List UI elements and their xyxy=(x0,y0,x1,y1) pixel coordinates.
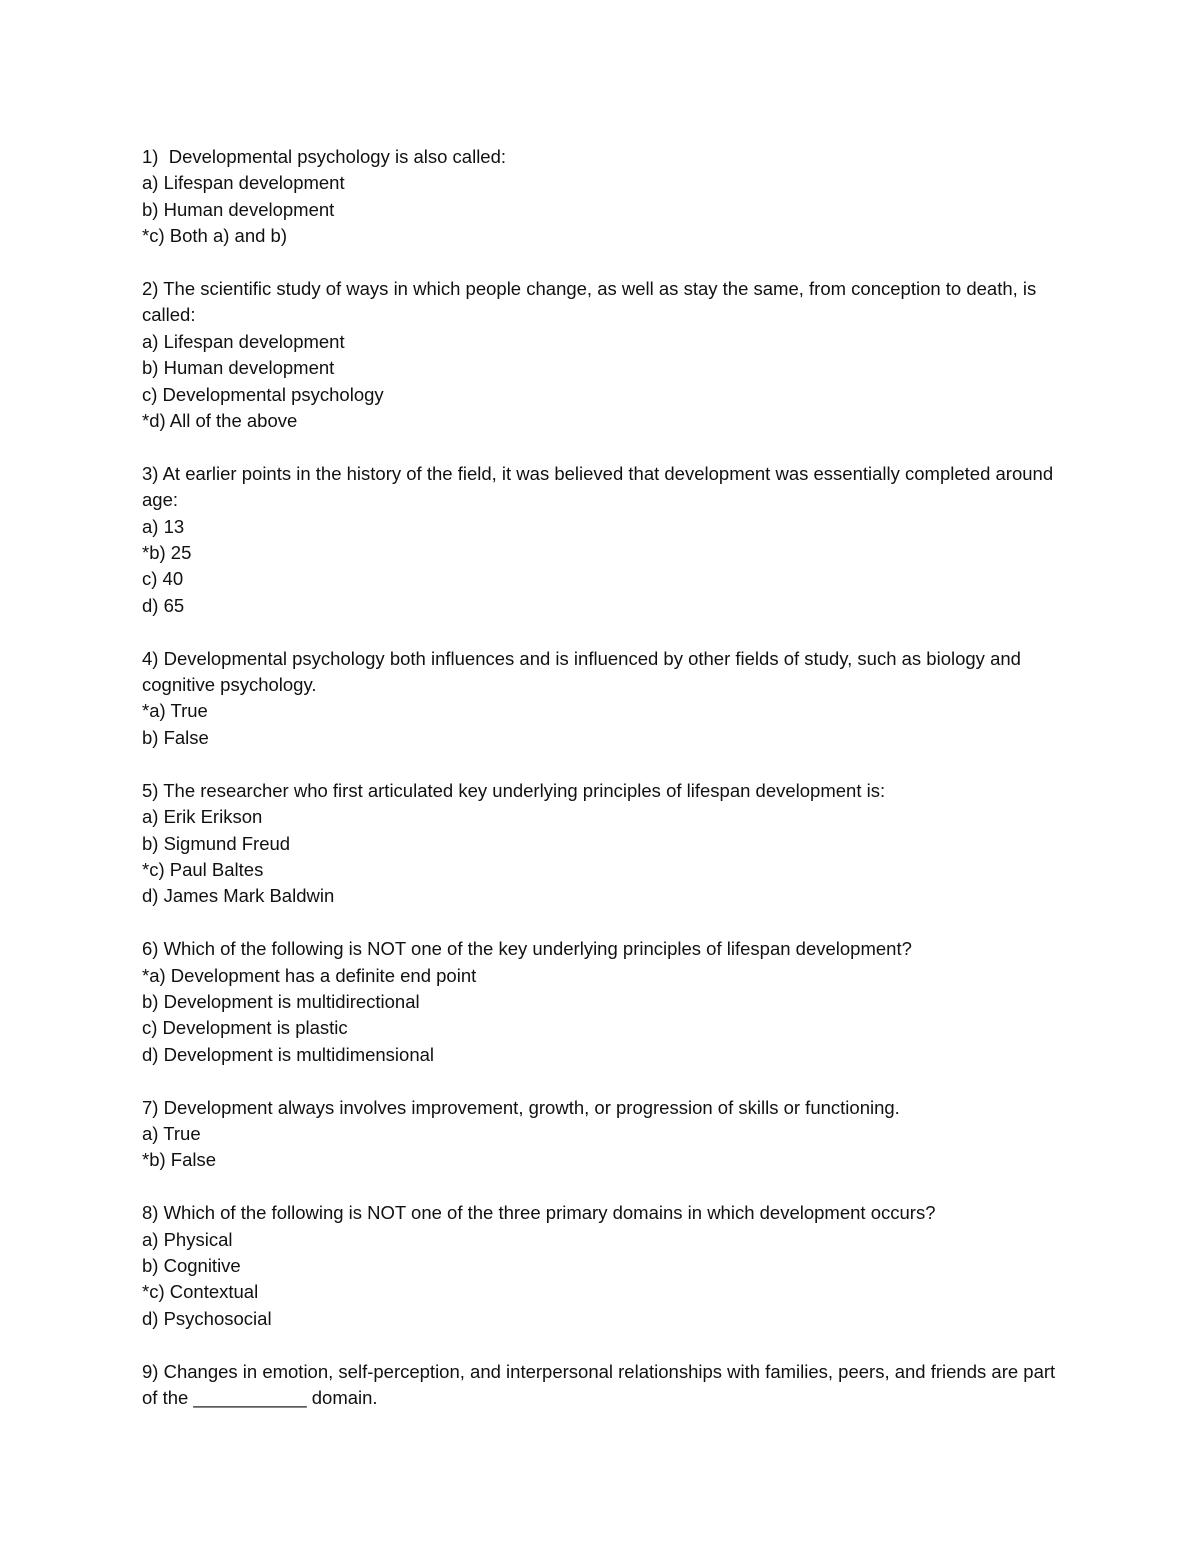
question-4 xyxy=(142,646,1062,752)
answer-option-correct: *a) Development has a definite end point xyxy=(142,964,477,986)
question-9 xyxy=(142,1359,1062,1412)
question-text: 6) Which of the following is NOT one of the key underlying principles of lifespan development? xyxy=(142,938,912,960)
question-text: 4) Developmental psychology both influences and is influenced by other fields of study, such as biology and cognitive psychology. xyxy=(142,647,1027,696)
answer-option: a) 13 xyxy=(142,515,185,537)
question-7 xyxy=(142,1095,1062,1174)
question-8 xyxy=(142,1200,1062,1332)
question-3 xyxy=(142,461,1062,619)
question-text: 3) At earlier points in the history of the field, it was believed that development was essentially completed around age: xyxy=(142,462,1059,511)
question-6 xyxy=(142,936,1062,1068)
answer-option-correct: *d) All of the above xyxy=(142,410,298,432)
answer-option: d) Psychosocial xyxy=(142,1307,272,1329)
question-text: 1) Developmental psychology is also called: xyxy=(142,146,507,167)
answer-option-correct: *a) True xyxy=(142,700,208,722)
answer-option: c) 40 xyxy=(142,568,184,590)
answer-option: b) False xyxy=(142,726,209,748)
answer-option-correct: *c) Both a) and b) xyxy=(142,225,287,247)
answer-option: a) Lifespan development xyxy=(142,330,345,352)
answer-option: b) Development is multidirectional xyxy=(142,990,420,1012)
answer-option-correct: *c) Contextual xyxy=(142,1281,259,1303)
answer-option: b) Sigmund Freud xyxy=(142,832,291,854)
answer-option: a) Physical xyxy=(142,1228,233,1250)
question-text: 7) Development always involves improvement, growth, or progression of skills or functioning. xyxy=(142,1096,900,1118)
quiz-content xyxy=(142,144,1062,1438)
question-2 xyxy=(142,276,1062,434)
answer-option: d) Development is multidimensional xyxy=(142,1043,435,1065)
question-5 xyxy=(142,778,1062,910)
question-text: 9) Changes in emotion, self-perception, and interpersonal relationships with families, peers, and friends are part of the ___________ domain. xyxy=(142,1360,1061,1408)
answer-option: b) Human development xyxy=(142,198,335,220)
question-text: 2) The scientific study of ways in which people change, as well as stay the same, from conception to death, is called: xyxy=(142,278,1042,326)
question-text: 8) Which of the following is NOT one of the three primary domains in which development occurs? xyxy=(142,1202,936,1224)
answer-option: d) James Mark Baldwin xyxy=(142,885,335,907)
answer-option: c) Developmental psychology xyxy=(142,383,384,405)
question-text: 5) The researcher who first articulated key underlying principles of lifespan development is: xyxy=(142,779,886,801)
answer-option: a) Lifespan development xyxy=(142,172,345,194)
answer-option: d) 65 xyxy=(142,594,185,616)
answer-option-correct: *b) False xyxy=(142,1149,217,1171)
question-1 xyxy=(142,144,1062,250)
answer-option: a) Erik Erikson xyxy=(142,806,263,828)
answer-option: c) Development is plastic xyxy=(142,1017,348,1039)
answer-option-correct: *b) 25 xyxy=(142,542,192,564)
answer-option: b) Cognitive xyxy=(142,1254,241,1276)
answer-option: b) Human development xyxy=(142,357,335,379)
answer-option-correct: *c) Paul Baltes xyxy=(142,858,264,880)
answer-option: a) True xyxy=(142,1122,201,1144)
